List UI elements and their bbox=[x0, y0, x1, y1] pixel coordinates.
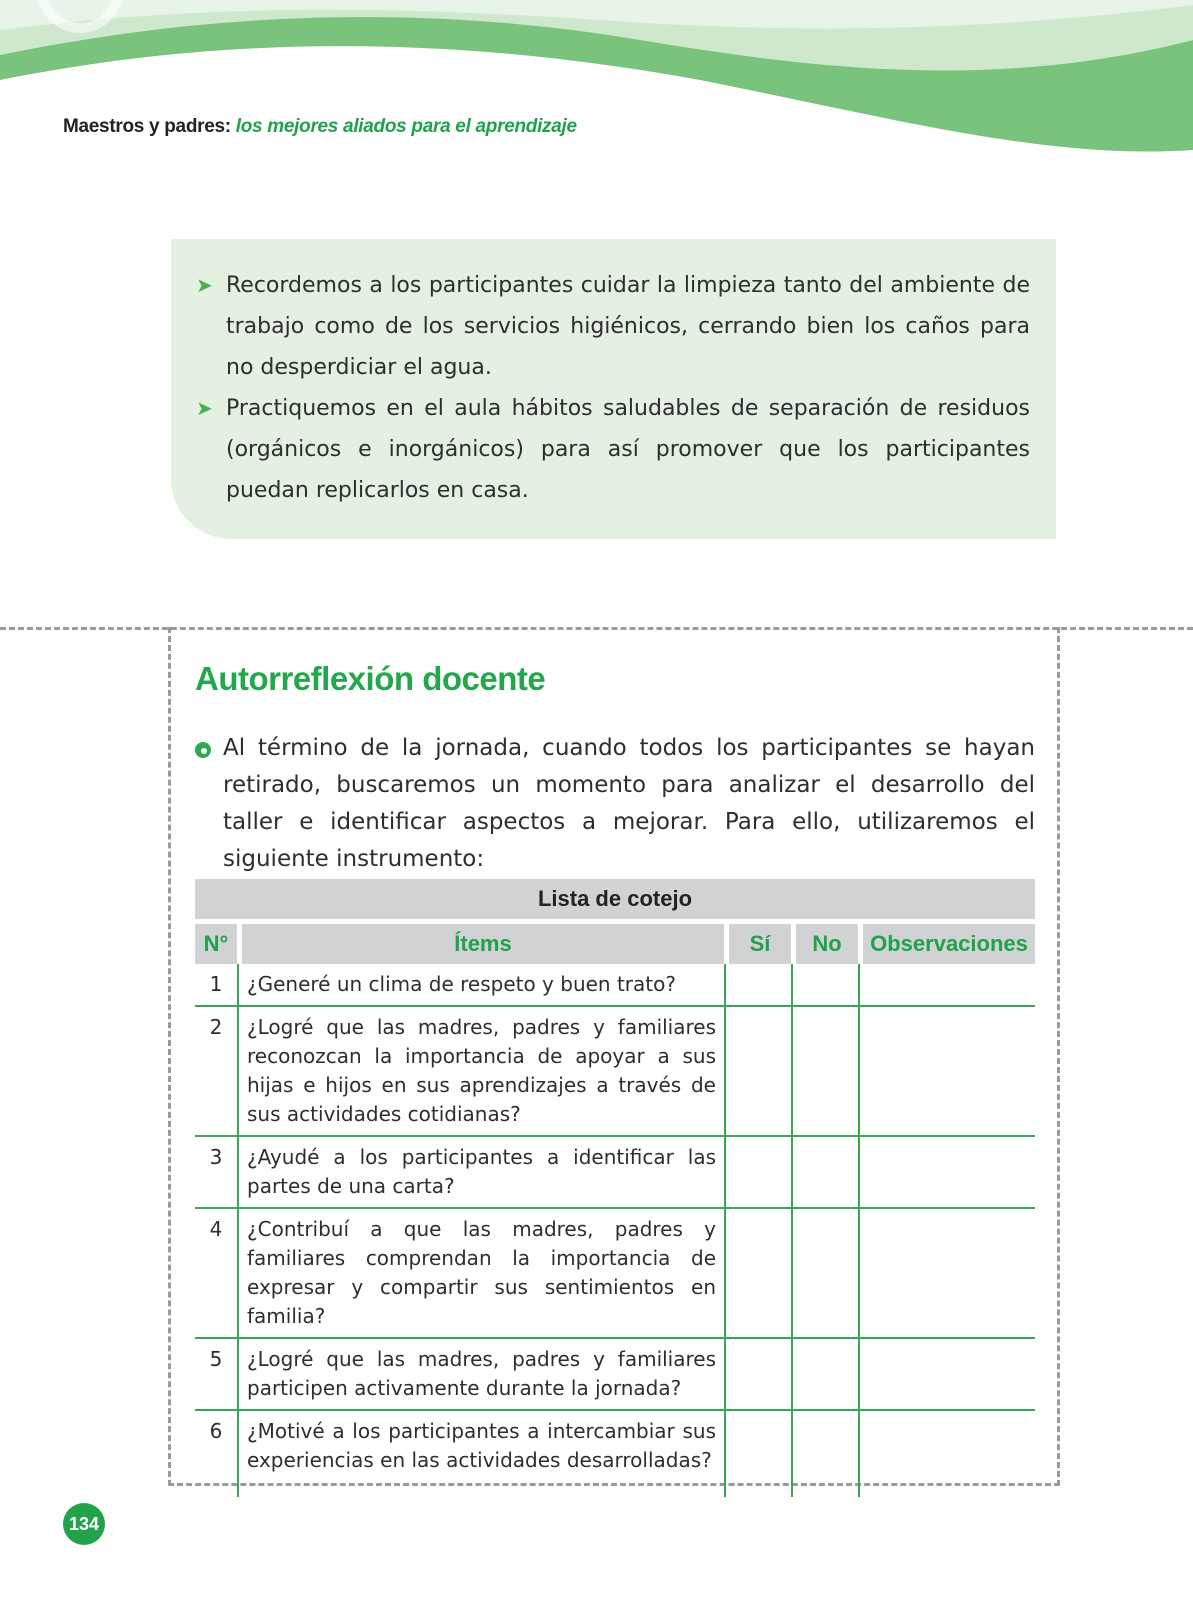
tip-text: Practiquemos en el aula hábitos saludables de separación de residuos (orgánicos e inorgánicos) para así promover que los participantes puedan replicarlos en casa. bbox=[226, 396, 1030, 503]
row-observations-cell[interactable] bbox=[858, 1209, 1035, 1339]
row-item: ¿Logré que las madres, padres y familiares reconozcan la importancia de apoyar a sus hijas e hijos en sus aprendizajes a través de sus actividades cotidianas? bbox=[237, 1007, 724, 1137]
section-title: Autorreflexión docente bbox=[195, 660, 546, 697]
row-no-cell[interactable] bbox=[791, 1209, 858, 1339]
row-item: ¿Motivé a los participantes a intercambiar sus experiencias en las actividades desarrolladas? bbox=[237, 1411, 724, 1497]
chevron-right-icon: ➤ bbox=[196, 273, 213, 297]
row-no-cell[interactable] bbox=[791, 1339, 858, 1411]
table-row bbox=[195, 1339, 1035, 1411]
row-yes-cell[interactable] bbox=[724, 1007, 791, 1137]
checklist-grid bbox=[195, 924, 1035, 1497]
row-number: 5 bbox=[195, 1339, 237, 1411]
header-item: Ítems bbox=[237, 924, 724, 964]
table-row bbox=[195, 1007, 1035, 1137]
table-caption: Lista de cotejo bbox=[195, 879, 1035, 919]
tip-item bbox=[196, 388, 1030, 511]
intro-paragraph bbox=[195, 730, 1035, 878]
tip-item bbox=[196, 265, 1030, 388]
row-no-cell[interactable] bbox=[791, 1411, 858, 1497]
row-number: 1 bbox=[195, 964, 237, 1007]
row-observations-cell[interactable] bbox=[858, 1339, 1035, 1411]
running-header-subtitle: los mejores aliados para el aprendizaje bbox=[235, 116, 577, 137]
row-observations-cell[interactable] bbox=[858, 1007, 1035, 1137]
header-observations: Observaciones bbox=[858, 924, 1035, 964]
running-header bbox=[63, 116, 577, 138]
row-item: ¿Ayudé a los participantes a identificar las partes de una carta? bbox=[237, 1137, 724, 1209]
row-no-cell[interactable] bbox=[791, 964, 858, 1007]
tips-box bbox=[171, 239, 1056, 539]
row-number: 6 bbox=[209, 1419, 223, 1443]
bullet-dot-icon bbox=[195, 742, 211, 758]
header-no: No bbox=[791, 924, 858, 964]
row-item: ¿Logré que las madres, padres y familiares participen activamente durante la jornada? bbox=[237, 1339, 724, 1411]
checklist-table bbox=[195, 879, 1035, 1497]
row-yes-cell[interactable] bbox=[724, 964, 791, 1007]
header-yes: Sí bbox=[724, 924, 791, 964]
row-observations-cell[interactable] bbox=[858, 964, 1035, 1007]
intro-text: Al término de la jornada, cuando todos los participantes se hayan retirado, buscaremos un momento para analizar el desarrollo del taller e identificar aspectos a mejorar. Para ello, utilizaremos el siguiente instrumento: bbox=[223, 735, 1035, 872]
row-observations-cell[interactable] bbox=[858, 1137, 1035, 1209]
table-row bbox=[195, 1411, 1035, 1497]
table-row bbox=[195, 1137, 1035, 1209]
row-number: 4 bbox=[195, 1209, 237, 1339]
row-item: ¿Generé un clima de respeto y buen trato? bbox=[237, 964, 724, 1007]
table-row bbox=[195, 964, 1035, 1007]
running-header-prefix: Maestros y padres: bbox=[63, 116, 231, 137]
row-no-cell[interactable] bbox=[791, 1137, 858, 1209]
row-number: 2 bbox=[195, 1007, 237, 1137]
header-num: N° bbox=[195, 924, 237, 964]
page-number-badge: 134 bbox=[63, 1503, 105, 1545]
tips-list bbox=[196, 265, 1030, 511]
row-no-cell[interactable] bbox=[791, 1007, 858, 1137]
row-yes-cell[interactable] bbox=[724, 1339, 791, 1411]
row-observations-cell[interactable] bbox=[858, 1411, 1035, 1497]
table-row bbox=[195, 1209, 1035, 1339]
chevron-right-icon: ➤ bbox=[196, 396, 213, 420]
row-item: ¿Contribuí a que las madres, padres y familiares comprendan la importancia de expresar y compartir sus sentimientos en familia? bbox=[237, 1209, 724, 1339]
row-number: 3 bbox=[195, 1137, 237, 1209]
row-yes-cell[interactable] bbox=[724, 1209, 791, 1339]
table-header-row bbox=[195, 924, 1035, 964]
row-yes-cell[interactable] bbox=[724, 1137, 791, 1209]
row-yes-cell[interactable] bbox=[724, 1411, 791, 1497]
tip-text: Recordemos a los participantes cuidar la limpieza tanto del ambiente de trabajo como de los servicios higiénicos, cerrando bien los caños para no desperdiciar el agua. bbox=[226, 273, 1030, 380]
